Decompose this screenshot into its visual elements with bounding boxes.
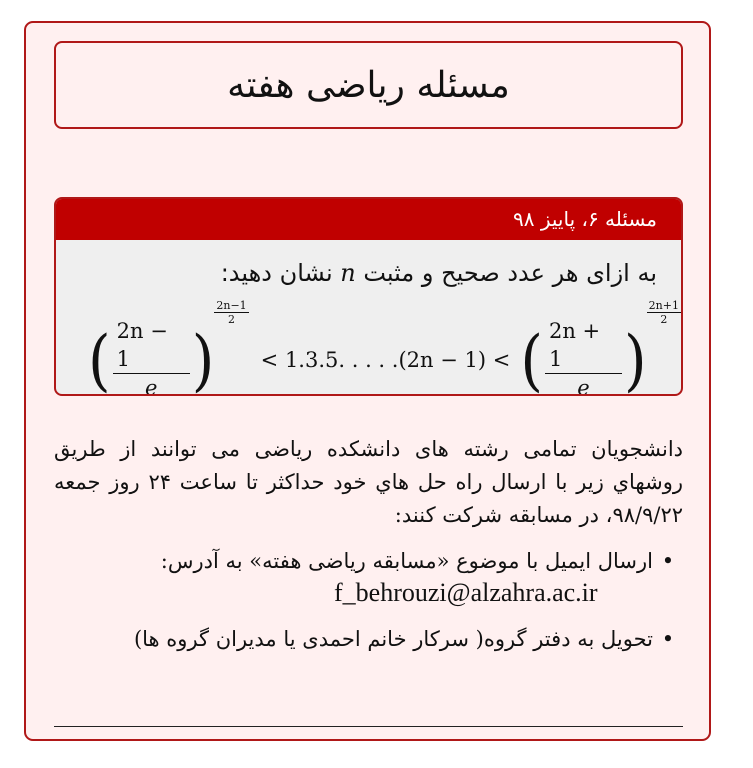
problem-statement: [56, 240, 681, 296]
left-exp-numerator: 2n−1: [216, 299, 247, 312]
right-fraction: [545, 317, 622, 396]
poster-title: مسئله ریاضی هفته: [227, 64, 510, 106]
left-fraction: [113, 317, 190, 396]
middle-product: < 1.3.5. . . . .(2n − 1) <: [260, 347, 511, 372]
statement-text: به ازای هر عدد صحیح و مثبت: [355, 259, 657, 287]
right-exp-denominator: 2: [660, 313, 668, 326]
left-paren-open: (: [88, 320, 111, 396]
bottom-divider: [54, 726, 683, 727]
left-exponent: [214, 299, 248, 326]
right-paren-open: (: [520, 320, 543, 396]
title-box: [54, 41, 683, 129]
email-address-link[interactable]: f_behrouzi@alzahra.ac.ir: [334, 578, 598, 607]
bullet-icon: •: [661, 549, 675, 573]
problem-box: [54, 197, 683, 396]
right-numerator: 2n + 1: [545, 317, 622, 374]
poster-frame: [24, 21, 711, 741]
right-paren-close: ): [624, 320, 647, 396]
list-item: [54, 623, 683, 655]
list-item: [54, 545, 683, 609]
problem-header: مسئله ۶، پاییز ۹۸: [56, 199, 681, 240]
right-exponent: [647, 299, 681, 326]
right-exp-numerator: 2n+1: [648, 299, 679, 312]
left-numerator: 2n − 1: [113, 317, 190, 374]
inequality-formula: [88, 299, 681, 396]
left-exp-denominator: 2: [228, 313, 236, 326]
statement-variable: n: [340, 259, 356, 287]
intro-paragraph: دانشجویان تمامی رشته های دانشکده ریاضی می توانند از طریق روشهاي زير با ارسال راه حل هاي خود حداکثر تا ساعت ۲۴ روز جمعه ۹۸/۹/۲۲، در مسابقه شرکت کنند:: [54, 437, 683, 527]
right-denominator: e: [577, 376, 590, 396]
left-paren-close: ): [191, 320, 215, 396]
left-denominator: e: [144, 376, 158, 396]
email-item-text: ارسال ایمیل با موضوع «مسابقه ریاضی هفته» به آدرس:: [160, 549, 653, 573]
submission-methods-list: [54, 545, 683, 669]
statement-text-end: نشان دهید:: [220, 259, 341, 287]
office-item-text: تحویل به دفتر گروه( سرکار خانم احمدی یا مدیران گروه ها): [133, 627, 653, 651]
bullet-icon: •: [661, 627, 675, 651]
